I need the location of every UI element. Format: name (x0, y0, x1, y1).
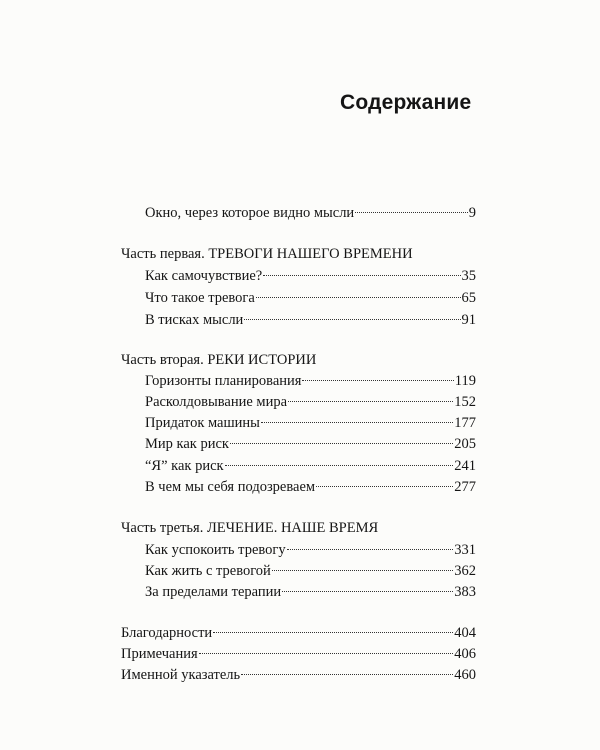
toc-entry[interactable] (145, 562, 476, 580)
toc-entry-page: 406 (454, 646, 476, 662)
dot-leader (244, 319, 460, 320)
toc-entry-back-matter[interactable] (121, 666, 476, 684)
page-title: Содержание (340, 91, 472, 114)
toc-entry-page: 177 (454, 415, 476, 431)
toc-entry-page: 362 (454, 563, 476, 579)
toc-entry-label: Горизонты планирования (145, 373, 302, 389)
toc-entry-page: 9 (468, 205, 476, 221)
toc-entry-page: 460 (454, 667, 476, 683)
toc-entry-back-matter[interactable] (121, 624, 476, 642)
dot-leader (287, 549, 454, 550)
toc-entry-label: Придаток машины (145, 415, 260, 431)
toc-entry[interactable] (145, 311, 476, 329)
toc-entry-page: 152 (454, 394, 476, 410)
dot-leader (316, 486, 453, 487)
toc-entry-label: Окно, через которое видно мысли (145, 205, 355, 221)
toc-entry-page: 331 (454, 542, 476, 558)
toc-entry-label: Что такое тревога (145, 290, 255, 306)
toc-entry[interactable] (145, 478, 476, 496)
toc-entry-page: 277 (454, 479, 476, 495)
toc-entry-label: Благодарности (121, 625, 213, 641)
toc-entry-label: В чем мы себя подозреваем (145, 479, 316, 495)
dot-leader (282, 591, 453, 592)
toc-entry-page: 91 (461, 312, 476, 328)
dot-leader (256, 297, 461, 298)
toc-entry-label: Мир как риск (145, 436, 229, 452)
toc-entry-page: 119 (454, 373, 476, 389)
toc-entry-label: Как успокоить тревогу (145, 542, 286, 558)
dot-leader (302, 380, 453, 381)
toc-entry-label: Расколдовывание мира (145, 394, 288, 410)
dot-leader (355, 212, 468, 213)
toc-entry-label: В тисках мысли (145, 312, 244, 328)
toc-entry[interactable] (145, 541, 476, 559)
dot-leader (272, 570, 453, 571)
toc-entry[interactable] (145, 289, 476, 307)
part-heading[interactable]: Часть первая. ТРЕВОГИ НАШЕГО ВРЕМЕНИ (121, 246, 413, 262)
toc-entry-label: Именной указатель (121, 667, 241, 683)
dot-leader (241, 674, 453, 675)
toc-entry-page: 404 (454, 625, 476, 641)
dot-leader (261, 422, 453, 423)
toc-entry[interactable] (145, 393, 476, 411)
dot-leader (288, 401, 453, 402)
toc-entry-label: Как самочувствие? (145, 268, 263, 284)
toc-entry-page: 35 (461, 268, 476, 284)
part-heading[interactable]: Часть вторая. РЕКИ ИСТОРИИ (121, 352, 317, 368)
toc-entry-preface[interactable] (145, 204, 476, 222)
dot-leader (213, 632, 453, 633)
toc-entry[interactable] (145, 435, 476, 453)
part-heading[interactable]: Часть третья. ЛЕЧЕНИЕ. НАШЕ ВРЕМЯ (121, 520, 379, 536)
toc-entry-label: За пределами терапии (145, 584, 282, 600)
toc-entry-label: Примечания (121, 646, 198, 662)
dot-leader (263, 275, 460, 276)
toc-entry-page: 65 (461, 290, 476, 306)
toc-entry[interactable] (145, 267, 476, 285)
toc-entry-label: Как жить с тревогой (145, 563, 271, 579)
dot-leader (199, 653, 454, 654)
toc-entry[interactable] (145, 457, 476, 475)
toc-entry-label: “Я” как риск (145, 458, 224, 474)
dot-leader (230, 443, 453, 444)
dot-leader (225, 465, 454, 466)
toc-entry[interactable] (145, 414, 476, 432)
toc-entry[interactable] (145, 372, 476, 390)
toc-entry[interactable] (145, 583, 476, 601)
toc-entry-page: 383 (454, 584, 476, 600)
toc-entry-page: 205 (454, 436, 476, 452)
toc-entry-page: 241 (454, 458, 476, 474)
toc-entry-back-matter[interactable] (121, 645, 476, 663)
